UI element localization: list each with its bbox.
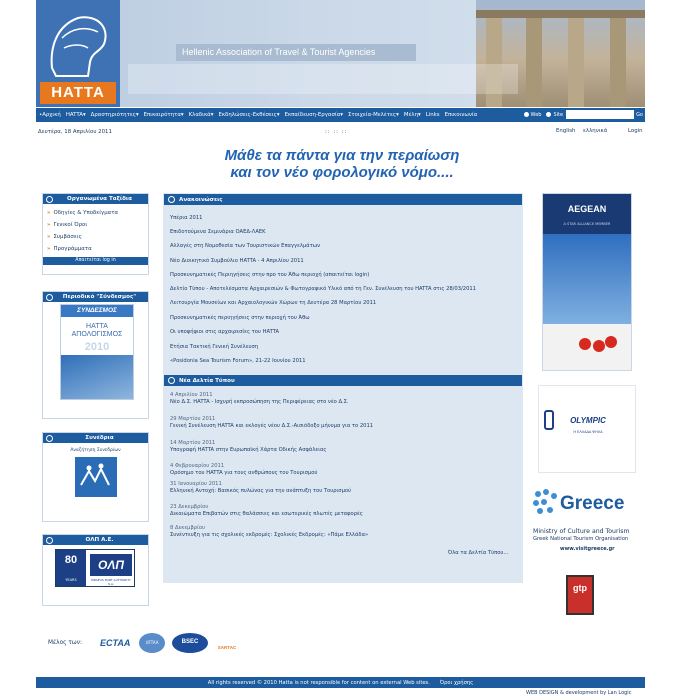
olp-logo-text: ΟΛΠ [90, 554, 132, 576]
greece-gnto-text: Greek National Tourism Organisation [533, 536, 629, 542]
all-press-link[interactable]: Όλα τα Δελτία Τύπου... [448, 550, 509, 556]
tomato-icon [593, 340, 605, 352]
banner-line-2: και τον νέο φορολογικό νόμο.... [230, 164, 454, 181]
dots-separator: :: :: :: [325, 129, 348, 135]
hatta-circle-icon [168, 377, 175, 384]
gtp-logo-text: gtp [573, 583, 587, 593]
magazine-cover-title: ΣΥΝΔΕΣΜΟΣ [61, 305, 133, 317]
nav-item-members[interactable]: Μέλη▾ [403, 112, 421, 118]
design-credits[interactable]: WEB DESIGN & development by Lan Logic [526, 690, 632, 696]
press-item[interactable]: Υπογραφή HATTA στην Ευρωπαϊκή Χάρτα Οδικής Ασφάλειας [170, 447, 327, 453]
language-greek[interactable]: ελληνικά [583, 128, 608, 134]
aegean-logo-text: AEGEAN [567, 204, 607, 214]
hatta-circle-icon [46, 196, 53, 203]
footer [36, 677, 645, 688]
announcement-item[interactable]: «Posidonia Sea Tourism Forum», 21-22 Ιουνίου 2011 [170, 358, 306, 364]
nav-item-home[interactable]: •Αρχική [39, 112, 61, 118]
aegean-sky-image [543, 234, 631, 324]
nav-item-news[interactable]: Επικαιρότητα▾ [143, 112, 184, 118]
nav-item-activities[interactable]: Δραστηριότητες▾ [90, 112, 139, 118]
organized-travel-box [42, 193, 149, 275]
press-item[interactable]: Ελληνική Αντοχή: Βασικός πυλώνας για την ανάπτυξη του Τουρισμού [170, 488, 352, 494]
banner-line-1: Μάθε τα πάντα για την περαίωση [224, 147, 460, 164]
olp-logo-subtitle: PIRAEUS PORT AUTHORITY S.A. [91, 578, 131, 586]
nav-item-events[interactable]: Εκδηλώσεις-Εκθέσεις▾ [218, 112, 280, 118]
login-link[interactable]: Login [628, 128, 643, 134]
tomato-icon [579, 338, 591, 350]
news-panel [163, 193, 523, 583]
logo-text: HATTA [51, 84, 105, 101]
aegean-logo-area [543, 194, 631, 234]
magazine-cover[interactable] [60, 304, 134, 400]
hatta-circle-icon [168, 196, 175, 203]
press-item[interactable]: Ορόσημο του HATTA για τους ανθρώπους του Τουρισμού [170, 470, 318, 476]
search-go-button[interactable]: Go [636, 111, 643, 118]
announcement-item[interactable]: Επιδοτούμενα Σεμινάρια ΟΑΕΔ-ΛΑΕΚ [170, 229, 266, 235]
aegean-table-image [543, 324, 631, 370]
olp-80-years-badge: 80 [56, 550, 86, 586]
radio-web[interactable] [524, 112, 529, 117]
organized-travel-list [43, 204, 148, 255]
current-date: Δευτέρα, 18 Απριλίου 2011 [38, 129, 112, 135]
chevron-right-icon: » [47, 222, 51, 228]
hatta-logo[interactable] [36, 0, 120, 107]
announcement-item[interactable]: Λειτουργία Μουσείων και Αρχαιολογικών Χώρων τη Δευτέρα 28 Μαρτίου 2011 [170, 300, 377, 306]
magazine-title: Περιοδικό "Σύνδεσμος" [62, 294, 137, 300]
olympic-logo-text: OLYMPIC [570, 416, 606, 425]
olp-logo[interactable] [55, 549, 135, 587]
search-input[interactable] [566, 110, 634, 119]
tax-banner[interactable] [160, 147, 524, 181]
announcement-item[interactable]: Υπέρια 2011 [170, 215, 203, 221]
list-item[interactable]: » Γενικοί Όροι [47, 222, 88, 228]
olp-box [42, 534, 149, 606]
organized-travel-header [43, 194, 148, 204]
olp-header [43, 535, 148, 545]
nav-item-studies[interactable]: Στοιχεία-Μελέτες▾ [347, 112, 399, 118]
press-header [164, 375, 522, 386]
magazine-cover-image [61, 355, 133, 399]
magazine-cover-year: 2010 [84, 341, 110, 353]
announcement-item[interactable]: Ετήσια Τακτική Γενική Συνέλευση [170, 344, 259, 350]
search-area [522, 110, 643, 119]
conferences-box [42, 432, 149, 522]
date-language-bar [36, 127, 645, 139]
radio-web-label: Web [530, 111, 542, 118]
header-banner [36, 0, 645, 107]
list-item[interactable]: » Προγράμματα [47, 246, 92, 252]
hatta-circle-icon [46, 294, 53, 301]
members-label: Μέλος των: [48, 640, 82, 646]
nav-item-hatta[interactable]: HATTA▾ [65, 112, 86, 118]
organized-travel-title: Οργανωμένα Ταξίδια [67, 196, 132, 202]
conference-search-link[interactable]: Αναζήτηση Συνεδρίων [70, 448, 121, 453]
press-item[interactable]: Νέο Δ.Σ. HATTA - Ισχυρή εκπροσώπηση της Περιφέρειας στο νέο Δ.Σ. [170, 399, 349, 405]
logo-text-box [40, 82, 116, 104]
ectaa-logo[interactable]: ECTAA [100, 638, 131, 648]
nav-item-contact[interactable]: Επικοινωνία [444, 112, 478, 118]
magazine-cover-line-1: HATTA [86, 323, 108, 330]
olp-years-label: YEARS [65, 578, 77, 582]
terms-of-use-link[interactable]: Όροι χρήσης [439, 679, 474, 686]
magazine-cover-line-2: ΑΠΟΛΟΓΙΣΜΟΣ [71, 331, 123, 338]
footer-rights: All rights reserved © 2010 Hatta is not responsible for content on external Web sites. [207, 679, 430, 686]
hatta-circle-icon [46, 435, 53, 442]
olympic-mark-icon [544, 410, 554, 430]
olympic-ad[interactable] [538, 385, 636, 473]
press-item[interactable]: Γενική Συνέλευση HATTA και εκλογές νέου Δ.Σ.-Αισιόδοξο μήνυμα για το 2011 [170, 423, 374, 429]
announcements-header [164, 194, 522, 205]
login-required-note[interactable]: Απαιτείται log in [43, 257, 148, 265]
announcement-item[interactable]: Οι υποψήφιοι στις αρχαιρεσίες του HATTA [170, 329, 280, 335]
press-date: 23 Δεκεμβρίου [170, 504, 209, 510]
chevron-right-icon: » [47, 234, 51, 240]
conferences-title: Συνέδρια [85, 435, 114, 441]
language-english[interactable]: English [556, 128, 576, 134]
radio-site-label: Site [553, 111, 564, 118]
magazine-header [43, 292, 148, 302]
uftaa-logo[interactable]: UFTAA [139, 633, 165, 653]
greece-dots-icon [530, 488, 562, 518]
olympic-tagline: Η ΕΛΛΑΔΑ ΨΗΛΑ [573, 430, 603, 434]
magazine-box [42, 291, 149, 419]
press-title: Νέα Δελτία Τύπου [179, 377, 235, 384]
athena-head-icon [42, 8, 114, 80]
press-date: 8 Δεκεμβρίου [170, 525, 205, 531]
sartac-logo[interactable]: SARTAC [217, 645, 237, 650]
main-navigation [36, 108, 645, 122]
announcement-item[interactable]: Αλλαγές στη Νομοθεσία των Τουριστικών Επαγγελμάτων [170, 243, 321, 249]
announcement-item[interactable]: Προσκυνηματικές περιηγήσεις στην περιοχή του Άθω [170, 315, 310, 321]
press-date: 14 Μαρτίου 2011 [170, 440, 216, 446]
olp-title: ΟΛΠ Α.Ε. [85, 537, 114, 543]
list-item[interactable]: » Οδηγίες & Υποδείγματα [47, 210, 119, 216]
nav-item-sector[interactable]: Κλαδικά▾ [188, 112, 214, 118]
bsec-logo[interactable]: BSEC [172, 633, 208, 653]
announcement-item[interactable]: Νέο Διοικητικό Συμβούλιο HATTA - 4 Απριλίου 2011 [170, 258, 304, 264]
chevron-right-icon: » [47, 210, 51, 216]
press-date: 4 Φεβρουαρίου 2011 [170, 463, 225, 469]
press-item[interactable]: Συνέντευξη για τις σχολικές εκδρομές: Σχολικές Εκδρομές: «Πάμε Ελλάδα» [170, 532, 369, 538]
nav-item-links[interactable]: Links [425, 112, 440, 118]
gtp-logo[interactable] [566, 575, 594, 615]
tomato-icon [605, 336, 617, 348]
visit-greece-logo[interactable]: Greece [560, 493, 625, 514]
conference-image[interactable] [75, 457, 117, 497]
greece-url-text[interactable]: www.visitgreece.gr [560, 546, 615, 552]
nav-item-education[interactable]: Εκπαίδευση-Εργασία▾ [284, 112, 343, 118]
hatta-circle-icon [46, 537, 53, 544]
press-date: 4 Απριλίου 2011 [170, 392, 213, 398]
radio-site[interactable] [546, 112, 551, 117]
aegean-ad[interactable] [542, 193, 632, 371]
list-item[interactable]: » Συμβάσεις [47, 234, 82, 240]
press-date: 29 Μαρτίου 2011 [170, 416, 216, 422]
header-title: Hellenic Association of Travel & Tourist Agencies [176, 44, 416, 61]
announcements-title: Ανακοινώσεις [179, 196, 223, 203]
greece-ministry-text: Ministry of Culture and Tourism [533, 528, 630, 535]
header-strip [128, 64, 518, 94]
chevron-right-icon: » [47, 246, 51, 252]
announcement-item[interactable]: Προσκυνηματικές Περιηγήσεις στην προ του Άθω περιοχή (απαιτείται login) [170, 272, 370, 278]
aegean-tagline: A STAR ALLIANCE MEMBER [563, 222, 611, 226]
press-item[interactable]: Δικαιώματα Επιβατών στις θαλάσσιες και εσωτερικές πλωτές μεταφορές [170, 511, 363, 517]
announcement-item[interactable]: Δελτίο Τύπου - Αποτελέσματα Αρχαιρεσιών & Φωτογραφικό Υλικό από τη Γεν. Συνέλευση του HATTA στις 28/03/2011 [170, 286, 476, 292]
press-date: 31 Ιανουαρίου 2011 [170, 481, 222, 487]
conferences-header [43, 433, 148, 443]
